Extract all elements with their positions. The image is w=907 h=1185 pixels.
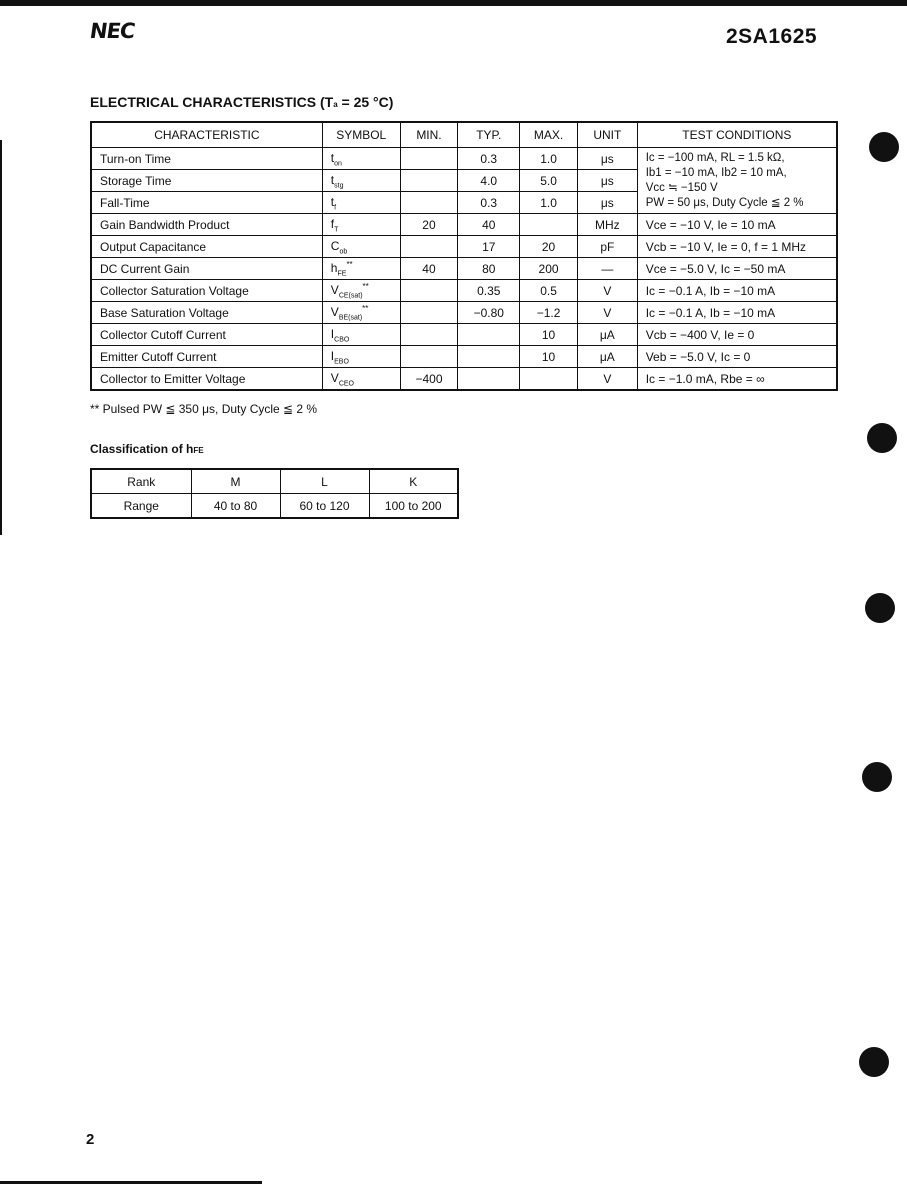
classification-table (90, 468, 459, 519)
header-characteristic: CHARACTERISTIC (91, 122, 322, 148)
test-conditions-cell: Veb = −5.0 V, Ic = 0 (637, 346, 837, 368)
min-cell: 20 (400, 214, 458, 236)
min-cell: −400 (400, 368, 458, 391)
symbol-subscript: EBO (334, 358, 349, 366)
typ-cell: 17 (458, 236, 520, 258)
min-cell (400, 280, 458, 302)
max-cell (520, 368, 578, 391)
table-row (91, 346, 837, 368)
typ-cell (458, 368, 520, 391)
header-test-conditions: TEST CONDITIONS (637, 122, 837, 148)
max-cell: 0.5 (520, 280, 578, 302)
table-row (91, 148, 837, 170)
symbol-letter: I (330, 348, 335, 363)
typ-cell: 40 (458, 214, 520, 236)
characteristic-cell: Base Saturation Voltage (91, 302, 322, 324)
max-cell: −1.2 (520, 302, 578, 324)
range-row (91, 494, 458, 519)
symbol-cell (322, 324, 400, 346)
table-row (91, 302, 837, 324)
typ-cell: −0.80 (458, 302, 520, 324)
typ-cell: 0.3 (458, 192, 520, 214)
symbol-cell (322, 368, 400, 391)
test-condition-line: PW = 50 μs, Duty Cycle ≦ 2 % (645, 196, 804, 209)
nec-logo: NEC (88, 19, 137, 43)
symbol-cell (322, 346, 400, 368)
characteristic-cell: Fall-Time (91, 192, 322, 214)
typ-cell (458, 324, 520, 346)
typ-cell: 80 (458, 258, 520, 280)
symbol-subscript: f (334, 204, 337, 212)
test-condition-line: Ib1 = −10 mA, Ib2 = 10 mA, (645, 166, 787, 179)
typ-cell (458, 346, 520, 368)
typ-cell: 4.0 (458, 170, 520, 192)
symbol-cell (322, 258, 400, 280)
section-title: ELECTRICAL CHARACTERISTICS (Ta = 25 °C) (90, 94, 394, 110)
unit-cell: μs (577, 170, 637, 192)
symbol-subscript: T (334, 226, 339, 234)
characteristic-cell: DC Current Gain (91, 258, 322, 280)
test-conditions-cell: Vce = −10 V, Ie = 10 mA (637, 214, 837, 236)
typ-cell: 0.35 (458, 280, 520, 302)
characteristic-cell: Collector Saturation Voltage (91, 280, 322, 302)
table-header-row (91, 122, 837, 148)
min-cell: 40 (400, 258, 458, 280)
min-cell (400, 192, 458, 214)
min-cell (400, 324, 458, 346)
symbol-cell (322, 192, 400, 214)
characteristic-cell: Collector to Emitter Voltage (91, 368, 322, 391)
test-condition-line: Ic = −100 mA, RL = 1.5 kΩ, (645, 151, 785, 164)
typ-cell: 0.3 (458, 148, 520, 170)
unit-cell: pF (577, 236, 637, 258)
symbol-subscript: stg (334, 182, 344, 190)
symbol-letter: I (330, 326, 335, 341)
unit-cell: MHz (577, 214, 637, 236)
range-m: 40 to 80 (191, 494, 280, 519)
max-cell: 1.0 (520, 192, 578, 214)
min-cell (400, 346, 458, 368)
unit-cell: μA (577, 324, 637, 346)
table-row (91, 258, 837, 280)
symbol-subscript: CEO (338, 380, 354, 388)
max-cell: 200 (520, 258, 578, 280)
symbol-letter: C (330, 238, 340, 253)
test-condition-line: Vcc ≒ −150 V (645, 181, 718, 194)
electrical-characteristics-table (90, 121, 838, 391)
unit-cell: μA (577, 346, 637, 368)
symbol-letter: t (330, 172, 335, 187)
left-margin-mark (0, 140, 2, 535)
max-cell: 5.0 (520, 170, 578, 192)
symbol-letter: f (330, 216, 335, 231)
symbol-note-mark: ** (362, 303, 369, 313)
symbol-note-mark: ** (362, 281, 369, 291)
symbol-subscript: on (334, 160, 342, 168)
test-conditions-cell: Vce = −5.0 V, Ic = −50 mA (637, 258, 837, 280)
symbol-letter: V (330, 304, 339, 319)
binder-hole (862, 762, 892, 792)
header-min: MIN. (400, 122, 458, 148)
unit-cell: V (577, 280, 637, 302)
characteristic-cell: Gain Bandwidth Product (91, 214, 322, 236)
header-unit: UNIT (577, 122, 637, 148)
symbol-cell (322, 214, 400, 236)
symbol-cell (322, 236, 400, 258)
symbol-cell (322, 170, 400, 192)
unit-cell: μs (577, 192, 637, 214)
range-k: 100 to 200 (369, 494, 458, 519)
symbol-subscript: CE(sat) (338, 292, 363, 300)
unit-cell: μs (577, 148, 637, 170)
rank-l: L (280, 469, 369, 494)
switching-test-conditions-cell (637, 148, 837, 214)
header-typ: TYP. (458, 122, 520, 148)
bottom-border (0, 1181, 262, 1184)
symbol-cell (322, 302, 400, 324)
header-max: MAX. (520, 122, 578, 148)
top-border (0, 0, 907, 6)
symbol-subscript: FE (337, 270, 347, 278)
table-row (91, 368, 837, 391)
rank-k: K (369, 469, 458, 494)
range-l: 60 to 120 (280, 494, 369, 519)
table-row (91, 236, 837, 258)
binder-hole (859, 1047, 889, 1077)
table-row (91, 280, 837, 302)
unit-cell: — (577, 258, 637, 280)
footnote: ** Pulsed PW ≦ 350 μs, Duty Cycle ≦ 2 % (90, 402, 318, 416)
unit-cell: V (577, 368, 637, 391)
page-number: 2 (86, 1131, 95, 1148)
symbol-letter: h (330, 260, 338, 275)
unit-cell: V (577, 302, 637, 324)
symbol-cell (322, 148, 400, 170)
max-cell: 10 (520, 346, 578, 368)
characteristic-cell: Output Capacitance (91, 236, 322, 258)
binder-hole (867, 423, 897, 453)
test-conditions-cell: Ic = −1.0 mA, Rbe = ∞ (637, 368, 837, 391)
characteristic-cell: Emitter Cutoff Current (91, 346, 322, 368)
min-cell (400, 170, 458, 192)
characteristic-cell: Turn-on Time (91, 148, 322, 170)
table-row (91, 324, 837, 346)
max-cell: 20 (520, 236, 578, 258)
test-conditions-cell: Ic = −0.1 A, Ib = −10 mA (637, 280, 837, 302)
rank-m: M (191, 469, 280, 494)
symbol-note-mark: ** (346, 259, 353, 269)
header-symbol: SYMBOL (322, 122, 400, 148)
classification-title: Classification of hFE (90, 442, 204, 456)
symbol-cell (322, 280, 400, 302)
binder-hole (865, 593, 895, 623)
symbol-subscript: BE(sat) (338, 314, 363, 322)
characteristic-cell: Collector Cutoff Current (91, 324, 322, 346)
min-cell (400, 148, 458, 170)
table-row (91, 214, 837, 236)
symbol-letter: t (330, 194, 335, 209)
symbol-subscript: ob (339, 248, 348, 256)
test-conditions-cell: Vcb = −10 V, Ie = 0, f = 1 MHz (637, 236, 837, 258)
rank-row (91, 469, 458, 494)
part-number: 2SA1625 (726, 25, 818, 48)
range-label: Range (91, 494, 191, 519)
test-conditions-cell: Vcb = −400 V, Ie = 0 (637, 324, 837, 346)
symbol-subscript: CBO (334, 336, 350, 344)
binder-hole (869, 132, 899, 162)
test-conditions-cell: Ic = −0.1 A, Ib = −10 mA (637, 302, 837, 324)
rank-label: Rank (91, 469, 191, 494)
characteristic-cell: Storage Time (91, 170, 322, 192)
min-cell (400, 236, 458, 258)
symbol-letter: t (330, 150, 335, 165)
max-cell: 1.0 (520, 148, 578, 170)
min-cell (400, 302, 458, 324)
max-cell: 10 (520, 324, 578, 346)
symbol-letter: V (330, 282, 339, 297)
max-cell (520, 214, 578, 236)
symbol-letter: V (330, 370, 339, 385)
